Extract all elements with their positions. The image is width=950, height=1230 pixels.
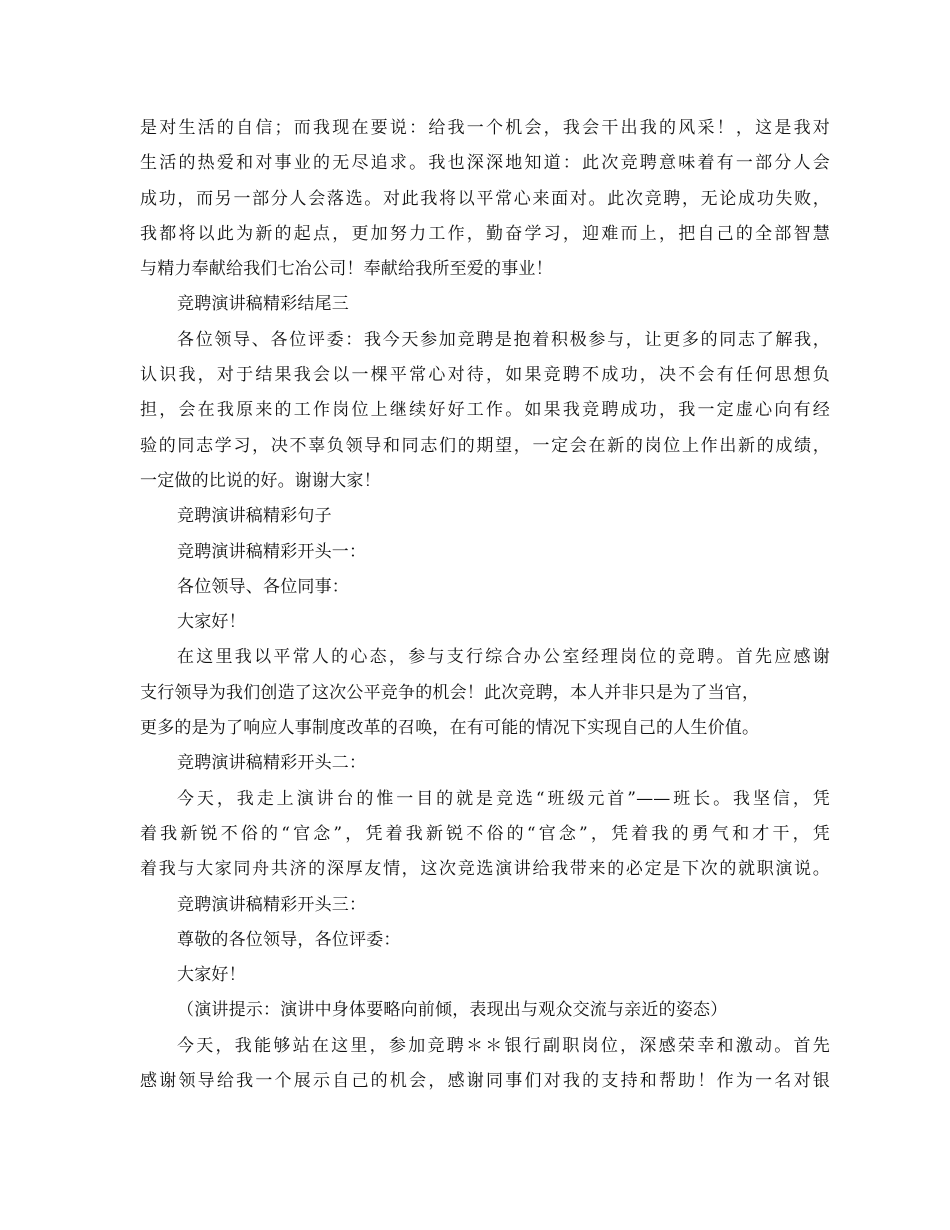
text-line: 尊敬的各位领导，各位评委： (177, 929, 401, 950)
text-line: 认识我，对于结果我会以一棵平常心对待，如果竞聘不成功，决不会有任何思想负 (140, 365, 830, 386)
text-line: 我都将以此为新的起点，更加努力工作，勤奋学习，迎难而上，把自己的全部智慧 (140, 223, 830, 244)
text-line: 更多的是为了响应人事制度改革的召唤，在有可能的情况下实现自己的人生价值。 (140, 718, 760, 739)
text-line: 大家好！ (177, 612, 246, 633)
text-line: 与精力奉献给我们七冶公司！奉献给我所至爱的事业！ (140, 259, 553, 280)
text-line: 今天，我能够站在这里，参加竞聘＊＊银行副职岗位，深感荣幸和激动。首先 (177, 1035, 830, 1056)
document-body (140, 111, 830, 1099)
text-line: 担，会在我原来的工作岗位上继续好好工作。如果我竞聘成功，我一定虚心向有经 (140, 400, 830, 421)
text-line: 生活的热爱和对事业的无尽追求。我也深深地知道：此次竞聘意味着有一部分人会 (140, 153, 830, 174)
text-line: 成功，而另一部分人会落选。对此我将以平常心来面对。此次竞聘，无论成功失败， (140, 188, 830, 209)
text-line: 验的同志学习，决不辜负领导和同志们的期望，一定会在新的岗位上作出新的成绩， (140, 435, 830, 456)
text-line: 各位领导、各位同事： (177, 576, 349, 597)
section-heading: 竞聘演讲稿精彩开头二： (177, 753, 367, 774)
text-line: 着我新锐不俗的“官念”，凭着我新锐不俗的“官念”，凭着我的勇气和才干，凭 (140, 823, 830, 844)
text-line: 各位领导、各位评委：我今天参加竞聘是抱着积极参与，让更多的同志了解我， (177, 329, 830, 350)
text-line: （演讲提示：演讲中身体要略向前倾，表现出与观众交流与亲近的姿态） (177, 1000, 728, 1021)
section-heading: 竞聘演讲稿精彩句子 (177, 506, 332, 527)
text-line: 着我与大家同舟共济的深厚友情，这次竞选演讲给我带来的必定是下次的就职演说。 (140, 859, 830, 880)
text-line: 今天，我走上演讲台的惟一目的就是竞选“班级元首”——班长。我坚信，凭 (177, 788, 830, 809)
text-line: 一定做的比说的好。谢谢大家！ (140, 470, 381, 491)
text-line: 支行领导为我们创造了这次公平竞争的机会！此次竞聘，本人并非只是为了当官， (140, 682, 760, 703)
section-heading: 竞聘演讲稿精彩开头三： (177, 894, 367, 915)
text-line: 是对生活的自信；而我现在要说：给我一个机会，我会干出我的风采！，这是我对 (140, 118, 830, 138)
section-heading: 竞聘演讲稿精彩结尾三 (177, 294, 349, 315)
text-line: 大家好！ (177, 965, 246, 986)
text-line: 感谢领导给我一个展示自己的机会，感谢同事们对我的支持和帮助！作为一名对银 (140, 1071, 830, 1092)
text-line: 在这里我以平常人的心态，参与支行综合办公室经理岗位的竞聘。首先应感谢 (177, 647, 830, 668)
section-heading: 竞聘演讲稿精彩开头一： (177, 541, 367, 562)
